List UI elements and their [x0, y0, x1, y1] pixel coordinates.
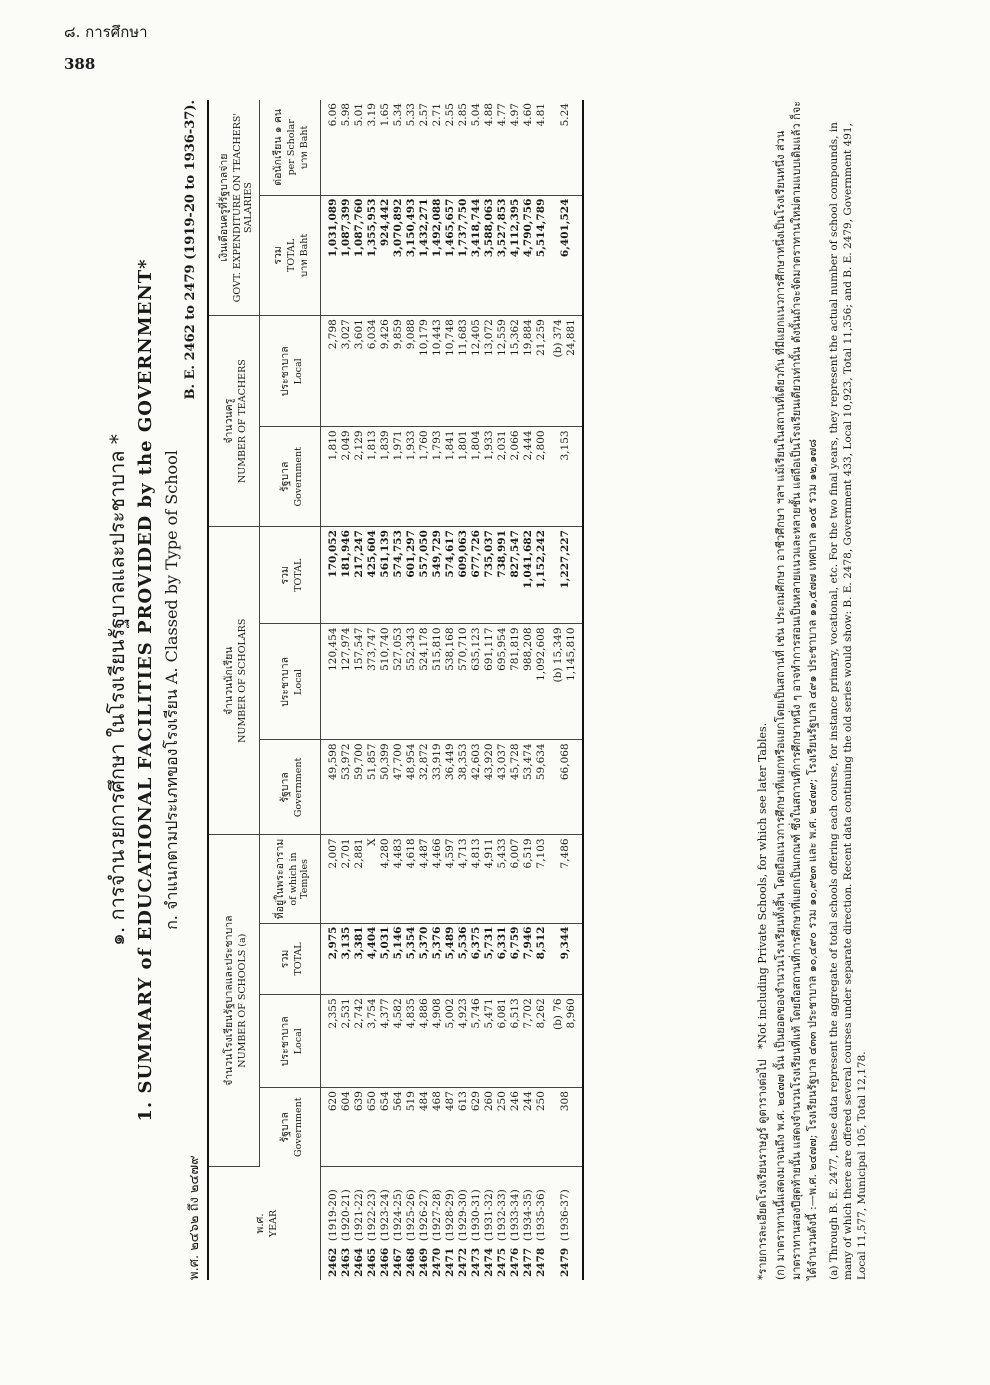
cell-sc-local: 527,053 [392, 624, 405, 740]
cell-sc-gov: 50,399 [379, 740, 392, 835]
cell-t-local: 9,088 [405, 316, 418, 427]
cell-sc-total: 549,729 [431, 527, 444, 624]
cell-sc-gov: 43,037 [496, 740, 509, 835]
table-row [496, 100, 509, 1280]
cell-t-gov: 2,129 [353, 427, 366, 527]
cell-e-per: 4.88 [483, 100, 496, 195]
cell-e-total: 3,070,892 [392, 195, 405, 316]
cell-sc-total: 574,753 [392, 527, 405, 624]
cell-s-temples: 5,433 [496, 835, 509, 923]
cell-s-local: 2,355 [321, 995, 341, 1088]
cell-sc-local: 127,974 [340, 624, 353, 740]
cell-t-gov: 2,049 [340, 427, 353, 527]
cell-e-total: 5,514,789 [535, 195, 548, 316]
cell-t-gov: 2,444 [522, 427, 535, 527]
cell-t-local: 10,179 [418, 316, 431, 427]
header-expenditure: เงินเดือนครูที่รัฐบาลจ่าย GOVT. EXPENDITURE ON TEACHERS' SALARIES [208, 100, 260, 316]
cell-e-per: 5.24 [548, 100, 583, 195]
cell-e-per: 2.71 [431, 100, 444, 195]
cell-sc-total: 827,547 [509, 527, 522, 624]
cell-sc-total: 609,063 [457, 527, 470, 624]
header-schools-local: ประชาบาล Local [260, 995, 321, 1088]
cell-s-local: 4,908 [431, 995, 444, 1088]
cell-s-temples: 4,713 [457, 835, 470, 923]
year-cell: 2475 (1932-33) [496, 1189, 508, 1277]
cell-sc-local: 570,710 [457, 624, 470, 740]
cell-sc-total: 738,991 [496, 527, 509, 624]
table-row [321, 100, 341, 1280]
cell-s-total: 7,946 [522, 923, 535, 995]
cell-s-temples: 4,483 [392, 835, 405, 923]
cell-s-temples: 2,701 [340, 835, 353, 923]
cell-s-total: 6,759 [509, 923, 522, 995]
cell-sc-local: 695,954 [496, 624, 509, 740]
cell-t-local: 9,859 [392, 316, 405, 427]
cell-s-local: 2,531 [340, 995, 353, 1088]
cell-s-total: 3,135 [340, 923, 353, 995]
cell-sc-local: 988,208 [522, 624, 535, 740]
cell-t-local: 6,034 [366, 316, 379, 427]
cell-e-per: 4.97 [509, 100, 522, 195]
cell-s-local: 4,377 [379, 995, 392, 1088]
cell-s-temples: 7,486 [548, 835, 583, 923]
year-cell: 2472 (1929-30) [457, 1189, 469, 1277]
footnote-a-thai: (ก) มาตราทานนี้แสดงมาจนถึง พ.ศ. ๒๔๗๗ นั้น เป็นยอดของจำนวนโรงเรียนทั้งสิ้น โดยถือแนวการศึกษาที่แยกหรือแยกโดยเป็นสถานที่ เช่น ประถมศึกษา อาชีวศึกษา ฯลฯ แม้เรียนในสถานที่เดียวกัน ที่มีแยกแนวการศึกษาหนึ่งเป็นโรงเรียนหนึ่ง ส่วนมาตราทานสองปีสุดท้ายนั้น แสดงจำนวนโรงเรียนที่แท้ โดยถือสถานที่การศึกษาที่แยกเป็นเกณฑ์ ซึ่งในสถานที่การศึกษาหนึ่ง ๆ อาจทำการสอนเป็นหลายแนวและหลายชั้น แต่ถือเป็นโรงเรียนเดียวเท่านั้น ดังนั้นถ้าจะจัดมาตราทานใหม่ตามแบบเดิมแล้ว ก็จะได้จำนวนดังนี้ :—พ.ศ. ๒๔๗๗; โรงเรียนรัฐบาล ๔๓๓ ประชาบาล ๑๐,๔๙๐ รวม ๑๐,๙๒๓ และ พ.ศ. ๒๔๗๙; โรงเรียนรัฐบาล ๔๙๑ ประชาบาล ๑๑,๕๗๗ เทศบาล ๑๐๕ รวม ๑๒,๑๗๘ [774, 100, 819, 1280]
cell-sc-local: 691,117 [483, 624, 496, 740]
cell-s-total: 5,031 [379, 923, 392, 995]
year-cell: 2474 (1931-32) [483, 1189, 495, 1277]
cell-t-gov: 2,031 [496, 427, 509, 527]
cell-e-per: 4.60 [522, 100, 535, 195]
cell-s-gov: 468 [431, 1088, 444, 1167]
cell-sc-local: 157,547 [353, 624, 366, 740]
cell-sc-local: 538,168 [444, 624, 457, 740]
period-row [183, 100, 205, 1280]
cell-sc-gov: 33,919 [431, 740, 444, 835]
cell-s-local: 6,081 [496, 995, 509, 1088]
year-cell: 2479 (1936-37) [558, 1189, 571, 1277]
header-year: พ.ศ. YEAR [208, 1166, 321, 1280]
cell-e-per: 2.57 [418, 100, 431, 195]
cell-sc-gov: 48,954 [405, 740, 418, 835]
year-cell: 2470 (1927-28) [431, 1189, 443, 1277]
year-cell: 2466 (1923-24) [379, 1189, 391, 1277]
cell-e-per: 5.33 [405, 100, 418, 195]
cell-s-total: 5,376 [431, 923, 444, 995]
cell-s-total: 4,404 [366, 923, 379, 995]
cell-t-gov: 1,804 [470, 427, 483, 527]
cell-s-total: 2,975 [321, 923, 341, 995]
cell-t-gov: 1,793 [431, 427, 444, 527]
cell-e-per: 4.81 [535, 100, 548, 195]
cell-s-temples: 4,487 [418, 835, 431, 923]
cell-sc-total: 735,037 [483, 527, 496, 624]
cell-e-total: 3,588,063 [483, 195, 496, 316]
title-english: 1. SUMMARY of EDUCATIONAL FACILITIES PROVIDED by the GOVERNMENT* [135, 258, 156, 1122]
cell-sc-total: 574,617 [444, 527, 457, 624]
cell-s-gov: 308 [548, 1088, 583, 1167]
cell-e-per: 2.85 [457, 100, 470, 195]
header-scholars-total: รวม TOTAL [260, 527, 321, 624]
year-cell: 2469 (1926-27) [418, 1189, 430, 1277]
cell-s-gov: 639 [353, 1088, 366, 1167]
table-row [340, 100, 353, 1280]
header-teachers-local: ประชาบาล Local [260, 316, 321, 427]
cell-s-gov: 613 [457, 1088, 470, 1167]
period-thai: พ.ศ. ๒๔๖๒ ถึง ๒๔๗๙ [187, 1155, 202, 1280]
cell-s-local: 6,513 [509, 995, 522, 1088]
cell-e-total: 924,442 [379, 195, 392, 316]
cell-s-gov: 250 [535, 1088, 548, 1167]
cell-e-total: 3,418,744 [470, 195, 483, 316]
cell-s-total: 5,354 [405, 923, 418, 995]
cell-sc-total: 1,152,242 [535, 527, 548, 624]
table-row [457, 100, 470, 1280]
cell-s-temples: 4,280 [379, 835, 392, 923]
cell-s-temples: 4,597 [444, 835, 457, 923]
page-section-label: ๘. การศึกษา [64, 23, 148, 41]
table-row [535, 100, 548, 1280]
cell-e-per: 1.65 [379, 100, 392, 195]
cell-sc-total: 1,041,682 [522, 527, 535, 624]
cell-e-total: 1,432,271 [418, 195, 431, 316]
cell-t-gov: 1,801 [457, 427, 470, 527]
rotated-table-page [55, 100, 935, 1280]
table-row [483, 100, 496, 1280]
cell-t-local: 12,559 [496, 316, 509, 427]
cell-e-total: 4,112,395 [509, 195, 522, 316]
cell-s-local: 2,742 [353, 995, 366, 1088]
cell-s-temples: 4,466 [431, 835, 444, 923]
cell-sc-gov: 47,700 [392, 740, 405, 835]
cell-sc-total: 1,227,227 [548, 527, 583, 624]
header-teachers: จำนวนครู NUMBER OF TEACHERS [208, 316, 260, 527]
cell-s-temples: X [366, 835, 379, 923]
cell-sc-gov: 49,598 [321, 740, 341, 835]
footnotes [755, 100, 871, 1280]
header-schools-gov: รัฐบาล Government [260, 1088, 321, 1167]
cell-s-gov: 487 [444, 1088, 457, 1167]
cell-e-total: 4,790,756 [522, 195, 535, 316]
cell-e-per: 5.04 [470, 100, 483, 195]
cell-sc-local: (b) 15,349 1,145,810 [548, 624, 583, 740]
cell-t-local: 19,884 [522, 316, 535, 427]
cell-t-gov: 2,066 [509, 427, 522, 527]
cell-sc-gov: 59,634 [535, 740, 548, 835]
cell-s-gov: 246 [509, 1088, 522, 1167]
cell-sc-total: 181,946 [340, 527, 353, 624]
cell-s-temples: 7,103 [535, 835, 548, 923]
cell-sc-local: 510,740 [379, 624, 392, 740]
period-english: B. E. 2462 to 2479 (1919-20 to 1936-37). [183, 100, 198, 400]
cell-sc-total: 561,139 [379, 527, 392, 624]
cell-s-total: 5,370 [418, 923, 431, 995]
table-row [431, 100, 444, 1280]
cell-s-local: 4,835 [405, 995, 418, 1088]
cell-s-local: 3,754 [366, 995, 379, 1088]
cell-sc-gov: 66,068 [548, 740, 583, 835]
cell-e-per: 4.77 [496, 100, 509, 195]
cell-s-total: 8,512 [535, 923, 548, 995]
table-row [470, 100, 483, 1280]
cell-sc-gov: 53,474 [522, 740, 535, 835]
cell-sc-total: 425,604 [366, 527, 379, 624]
cell-t-local: 10,748 [444, 316, 457, 427]
cell-s-gov: 260 [483, 1088, 496, 1167]
header-schools-total: รวม TOTAL [260, 923, 321, 995]
cell-s-local: 4,582 [392, 995, 405, 1088]
cell-sc-gov: 53,972 [340, 740, 353, 835]
cell-sc-local: 524,178 [418, 624, 431, 740]
cell-sc-gov: 45,728 [509, 740, 522, 835]
cell-sc-local: 552,343 [405, 624, 418, 740]
footnote-a-english: (a) Through B. E. 2477, these data represent the aggregate of total schools offering each course, for instance primary, vocational, etc. For the two final years, they represent the actual number of school compounds, in many of which there are offered several courses under separate direction. Recent data continuing the old series would show: B. E. 2478, Government 433, Local 10,923, Total 11,356; and B. E. 2479, Government 491, Local 11,577, Municipal 105, Total 12,178. [828, 122, 868, 1280]
cell-t-local: 2,798 [321, 316, 341, 427]
header-scholars-gov: รัฐบาล Government [260, 740, 321, 835]
year-cell: 2471 (1928-29) [444, 1189, 456, 1277]
cell-s-total: 6,331 [496, 923, 509, 995]
cell-e-per: 6.06 [321, 100, 341, 195]
cell-s-temples: 6,519 [522, 835, 535, 923]
cell-sc-total: 677,726 [470, 527, 483, 624]
cell-s-local: (b) 76 8,960 [548, 995, 583, 1088]
cell-s-total: 5,489 [444, 923, 457, 995]
cell-sc-local: 1,092,608 [535, 624, 548, 740]
cell-e-total: 1,031,089 [321, 195, 341, 316]
cell-t-local: 21,259 [535, 316, 548, 427]
cell-t-local: (b) 374 24,881 [548, 316, 583, 427]
cell-sc-local: 515,810 [431, 624, 444, 740]
cell-e-per: 2.55 [444, 100, 457, 195]
cell-s-gov: 244 [522, 1088, 535, 1167]
table-row [522, 100, 535, 1280]
cell-t-gov: 1,813 [366, 427, 379, 527]
cell-t-local: 11,683 [457, 316, 470, 427]
cell-s-local: 7,702 [522, 995, 535, 1088]
cell-s-temples: 4,813 [470, 835, 483, 923]
cell-t-local: 3,601 [353, 316, 366, 427]
cell-e-total: 1,737,750 [457, 195, 470, 316]
cell-sc-total: 217,247 [353, 527, 366, 624]
cell-t-local: 12,405 [470, 316, 483, 427]
cell-s-temples: 6,007 [509, 835, 522, 923]
cell-e-per: 5.34 [392, 100, 405, 195]
cell-s-gov: 650 [366, 1088, 379, 1167]
table-row [418, 100, 431, 1280]
header-expenditure-total: รวม TOTAL บาท Baht [260, 195, 321, 316]
cell-sc-total: 557,050 [418, 527, 431, 624]
cell-s-temples: 4,618 [405, 835, 418, 923]
header-teachers-gov: รัฐบาล Government [260, 427, 321, 527]
cell-s-total: 6,375 [470, 923, 483, 995]
cell-sc-local: 373,747 [366, 624, 379, 740]
cell-t-local: 9,426 [379, 316, 392, 427]
cell-t-gov: 1,810 [321, 427, 341, 527]
page-header [64, 22, 148, 74]
header-scholars-local: ประชาบาล Local [260, 624, 321, 740]
table-row [444, 100, 457, 1280]
cell-sc-local: 120,454 [321, 624, 341, 740]
year-cell: 2473 (1930-31) [470, 1189, 482, 1277]
cell-s-local: 8,262 [535, 995, 548, 1088]
cell-e-total: 1,492,088 [431, 195, 444, 316]
cell-s-gov: 629 [470, 1088, 483, 1167]
cell-s-local: 5,746 [470, 995, 483, 1088]
cell-t-gov: 2,800 [535, 427, 548, 527]
cell-sc-local: 635,123 [470, 624, 483, 740]
cell-t-local: 3,027 [340, 316, 353, 427]
title-subtitle: ก. จำแนกตามประเภทของโรงเรียน A. Classed by Type of School [162, 450, 181, 930]
table-row [353, 100, 366, 1280]
cell-t-gov: 3,153 [548, 427, 583, 527]
cell-t-gov: 1,760 [418, 427, 431, 527]
cell-t-gov: 1,839 [379, 427, 392, 527]
year-cell: 2468 (1925-26) [405, 1189, 417, 1277]
cell-s-gov: 654 [379, 1088, 392, 1167]
header-scholars: จำนวนนักเรียน NUMBER OF SCHOLARS [208, 527, 260, 835]
cell-sc-gov: 32,872 [418, 740, 431, 835]
table-row [392, 100, 405, 1280]
cell-s-temples: 2,007 [321, 835, 341, 923]
header-schools-temples: ที่อยู่ในพระอาราม of which in Temples [260, 835, 321, 923]
cell-t-gov: 1,971 [392, 427, 405, 527]
table-row [379, 100, 392, 1280]
cell-e-total: 3,527,853 [496, 195, 509, 316]
cell-s-total: 9,344 [548, 923, 583, 995]
cell-s-local: 4,886 [418, 995, 431, 1088]
cell-sc-gov: 43,920 [483, 740, 496, 835]
cell-t-gov: 1,933 [483, 427, 496, 527]
cell-t-gov: 1,841 [444, 427, 457, 527]
cell-sc-gov: 38,353 [457, 740, 470, 835]
table-row-final [548, 100, 583, 1280]
cell-e-per: 3.19 [366, 100, 379, 195]
cell-s-local: 5,002 [444, 995, 457, 1088]
year-cell: 2467 (1924-25) [392, 1189, 404, 1277]
cell-s-temples: 4,911 [483, 835, 496, 923]
cell-s-total: 5,146 [392, 923, 405, 995]
cell-s-gov: 250 [496, 1088, 509, 1167]
cell-e-per: 5.01 [353, 100, 366, 195]
cell-sc-gov: 36,449 [444, 740, 457, 835]
cell-sc-local: 781,819 [509, 624, 522, 740]
cell-s-local: 4,923 [457, 995, 470, 1088]
year-cell: 2464 (1921-22) [353, 1189, 365, 1277]
year-cell: 2462 (1919-20) [327, 1189, 339, 1277]
cell-t-local: 10,443 [431, 316, 444, 427]
table-row [366, 100, 379, 1280]
cell-e-total: 1,465,657 [444, 195, 457, 316]
table-body [321, 100, 584, 1280]
year-cell: 2465 (1922-23) [366, 1189, 378, 1277]
cell-e-per: 5.98 [340, 100, 353, 195]
cell-e-total: 1,087,399 [340, 195, 353, 316]
footnote-star: *รายการละเอียดโรงเรียนราษฎร์ ดูตารางต่อไป *Not including Private Schools, for which see later Tables. [756, 722, 769, 1280]
cell-e-total: 3,150,493 [405, 195, 418, 316]
summary-table [207, 100, 584, 1280]
cell-s-gov: 620 [321, 1088, 341, 1167]
page-number: 388 [64, 55, 96, 73]
cell-e-total: 1,087,760 [353, 195, 366, 316]
header-schools: จำนวนโรงเรียนรัฐบาลและประชาบาล NUMBER OF SCHOOLS (a) [208, 835, 260, 1166]
table-row [509, 100, 522, 1280]
cell-e-total: 6,401,524 [548, 195, 583, 316]
title-block [55, 100, 185, 1280]
cell-sc-total: 170,052 [321, 527, 341, 624]
cell-s-total: 5,536 [457, 923, 470, 995]
cell-t-local: 13,072 [483, 316, 496, 427]
cell-s-total: 5,731 [483, 923, 496, 995]
title-thai: ๑. การจำนวยการศึกษา ในโรงเรียนรัฐบาลและประชาบาล * [105, 434, 129, 946]
cell-s-gov: 484 [418, 1088, 431, 1167]
year-cell: 2478 (1935-36) [535, 1189, 547, 1277]
header-expenditure-per: ต่อนักเรียน ๑ คน per Scholar บาท Baht [260, 100, 321, 195]
cell-e-total: 1,355,953 [366, 195, 379, 316]
cell-sc-gov: 51,857 [366, 740, 379, 835]
year-cell: 2477 (1934-35) [522, 1189, 534, 1277]
cell-s-gov: 519 [405, 1088, 418, 1167]
cell-s-total: 3,381 [353, 923, 366, 995]
cell-sc-gov: 42,603 [470, 740, 483, 835]
cell-s-gov: 564 [392, 1088, 405, 1167]
cell-sc-gov: 59,700 [353, 740, 366, 835]
cell-s-temples: 2,881 [353, 835, 366, 923]
cell-s-local: 5,471 [483, 995, 496, 1088]
cell-sc-total: 601,297 [405, 527, 418, 624]
year-cell: 2463 (1920-21) [340, 1189, 352, 1277]
cell-t-gov: 1,933 [405, 427, 418, 527]
year-cell: 2476 (1933-34) [509, 1189, 521, 1277]
cell-t-local: 15,362 [509, 316, 522, 427]
table-row [405, 100, 418, 1280]
cell-s-gov: 604 [340, 1088, 353, 1167]
